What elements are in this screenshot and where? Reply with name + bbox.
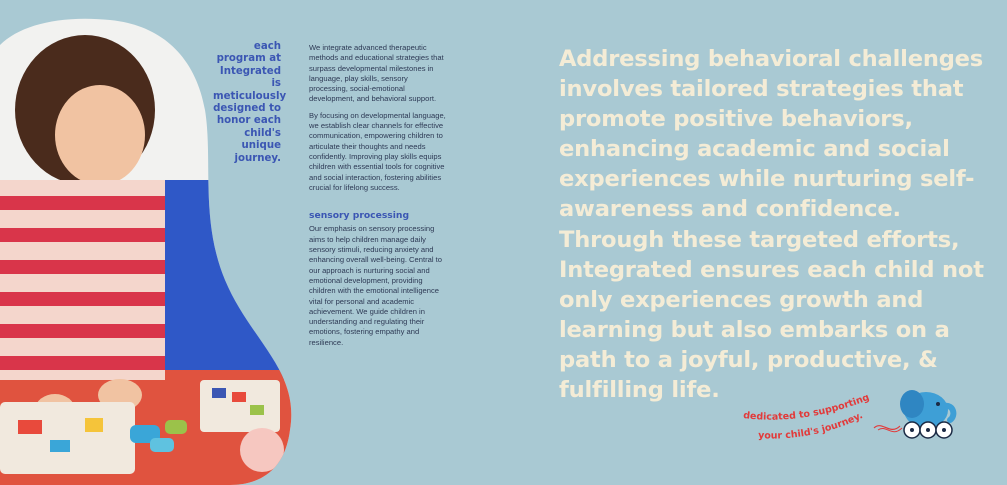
- headline: Addressing behavioral challenges involves tailored strategies that promote positive behaviors, enhancing academic and social experiences while nurturing self-awareness and confidence. Through these targeted efforts, Integrated ensures each child not only experiences growth and learning but also embarks on a path to a joyful, productive, & fulfilling life.: [559, 46, 984, 404]
- section-heading: sensory processing: [309, 210, 410, 222]
- elephant-toy-icon: [872, 380, 964, 442]
- body-paragraph: By focusing on developmental language, we establish clear channels for effective communication, empowering children to articulate their thoughts and needs confidently. Improving play skills equips children with essential tools for cognitive and social interaction, fostering abilities crucial for lifelong success.: [309, 110, 446, 192]
- body-column: [309, 43, 447, 354]
- tagline-line-1: dedicated to supporting: [742, 391, 871, 423]
- tagline-line-2: your child's journey.: [757, 410, 865, 442]
- pull-quote: each program at Integrated is meticulously designed to honor each child's unique journey.: [213, 41, 287, 164]
- body-paragraph: Our emphasis on sensory processing aims to help children manage daily sensory stimuli, reducing anxiety and enhancing overall well-being. Central to our approach is nurturing social and emotional development, providing children with the emotional intelligence vital for personal and academic achievement. We guide children in understanding and regulating their emotions, fostering empathy and resilience.: [309, 224, 442, 347]
- body-paragraph: We integrate advanced therapeutic methods and educational strategies that surpass developmental milestones in language, play skills, sensory processing, social-emotional development, and behavioral support.: [309, 43, 444, 104]
